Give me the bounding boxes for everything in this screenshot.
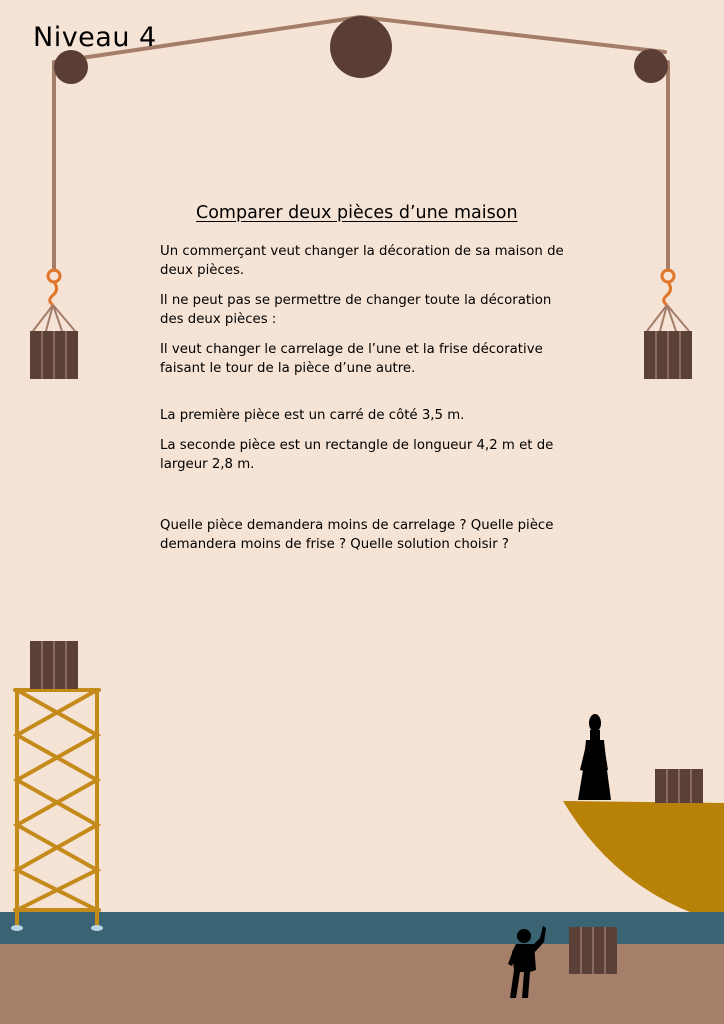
crate-icon [655, 769, 703, 803]
crate-icon [30, 641, 78, 689]
ship-icon [563, 801, 724, 912]
paragraph: La première pièce est un carré de côté 3,5 m. [160, 408, 465, 423]
question-paragraph: Quelle pièce demandera moins de carrelage ? Quelle pièce demandera moins de frise ? Quelle solution choisir ? [160, 518, 554, 552]
exercise-content [160, 200, 570, 565]
paragraph: Un commerçant veut changer la décoration de sa maison de deux pièces. [160, 244, 564, 278]
paragraph: Il veut changer le carrelage de l’une et la frise décorative faisant le tour de la pièce d’une autre. [160, 342, 543, 376]
person-silhouette-icon [578, 714, 611, 800]
paragraph: La seconde pièce est un rectangle de longueur 4,2 m et de largeur 2,8 m. [160, 438, 554, 472]
hook-icon [48, 270, 60, 305]
level-title: Niveau 4 [33, 22, 157, 53]
scaffold-foot [11, 925, 23, 931]
pulley-icon [330, 16, 392, 78]
exercise-title: Comparer deux pièces d’une maison [196, 203, 518, 223]
scaffold-foot [91, 925, 103, 931]
crate-rigging [33, 305, 75, 331]
crate-rigging [647, 305, 689, 331]
paragraph: Il ne peut pas se permettre de changer toute la décoration des deux pièces : [160, 293, 552, 327]
hook-icon [662, 270, 674, 305]
crate-icon [569, 927, 617, 974]
crate-icon [30, 331, 78, 379]
pulley-icon [634, 49, 668, 83]
crate-icon [644, 331, 692, 379]
scaffold-icon [15, 690, 99, 926]
